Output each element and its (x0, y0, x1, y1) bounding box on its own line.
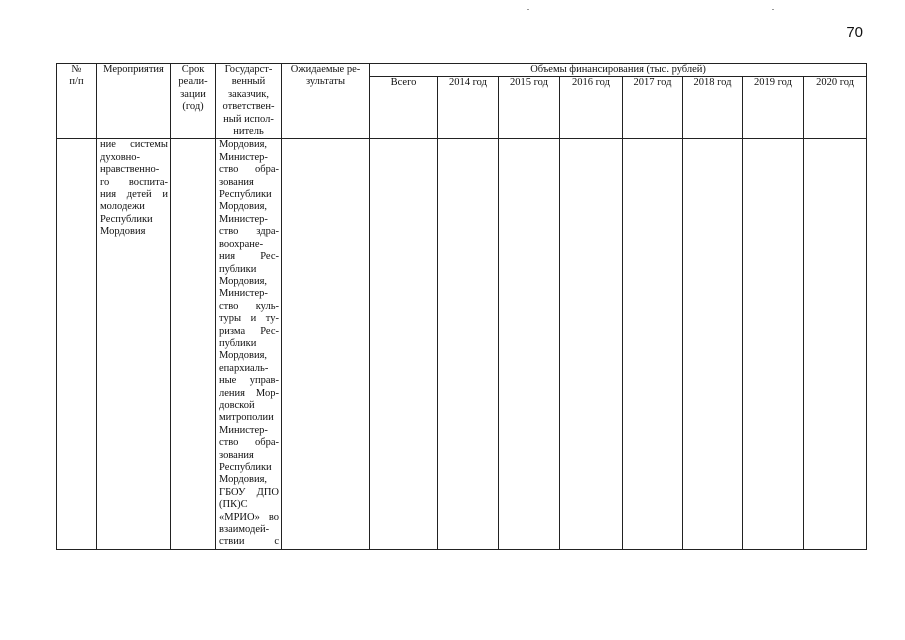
text-line: воохране- (219, 238, 264, 250)
text-line: ние системы (100, 139, 168, 151)
text-line: взаимодей- (219, 524, 270, 536)
text-line: Мордовия, (219, 139, 268, 151)
text-line: публики (219, 263, 257, 275)
financing-table (56, 63, 867, 550)
cell-2016 (560, 139, 623, 549)
text-line: № (71, 64, 82, 75)
text-line: го воспита- (100, 176, 168, 188)
text-line: митрополии (219, 412, 274, 424)
text-line: Министер- (219, 213, 268, 225)
text-line: Мордовия (100, 226, 146, 238)
text-line: Республики (219, 462, 272, 473)
cell-term (171, 139, 216, 549)
cell-2018 (683, 139, 743, 549)
text-line: зации (180, 88, 206, 100)
text-line: ления Мор- (219, 387, 279, 399)
text-line: епархиаль- (219, 362, 269, 374)
text-line: довской (219, 399, 255, 411)
text-line: (год) (182, 101, 204, 113)
cell-2015 (499, 139, 560, 549)
cell-results (282, 139, 370, 549)
text-line: Мордовия, (219, 201, 268, 213)
text-line: «МРИО» во (219, 511, 279, 523)
text-line: зования (219, 176, 254, 188)
text-line: ния Рес- (219, 251, 279, 263)
text-line: Министер- (219, 424, 268, 436)
cell-2020 (804, 139, 867, 549)
header-year-2015: 2015 год (499, 76, 560, 139)
text-line: ГБОУ ДПО (219, 486, 279, 498)
text-line: туры и ту- (219, 313, 279, 325)
text-line: ответствен- (222, 101, 275, 113)
header-year-2020: 2020 год (804, 76, 867, 139)
header-year-2017: 2017 год (623, 76, 683, 139)
text-line: венный (231, 76, 266, 88)
header-year-2014: 2014 год (438, 76, 499, 139)
page-number: 70 (846, 24, 863, 41)
text-line: нравственно- (100, 164, 160, 176)
text-line: Министер- (219, 288, 268, 300)
cell-2017 (623, 139, 683, 549)
text-line: реали- (178, 76, 208, 88)
text-line: ство куль- (219, 300, 279, 312)
scan-speck (527, 9, 529, 10)
header-num (57, 64, 97, 139)
cell-2019 (743, 139, 804, 549)
text-line: ные управ- (219, 375, 279, 387)
text-line: ство здра- (219, 226, 279, 238)
header-year-2018: 2018 год (683, 76, 743, 139)
text-line: молодежи (100, 201, 145, 213)
text-line: Государст- (224, 64, 273, 75)
text-line: ство обра- (219, 164, 279, 176)
cell-num (57, 139, 97, 549)
text-line: Республики (219, 189, 272, 201)
header-activity (97, 64, 171, 139)
header-customer (216, 64, 282, 139)
header-year-2019: 2019 год (743, 76, 804, 139)
text-line: зования (219, 449, 254, 461)
text-line: зультаты (305, 76, 346, 88)
table-row (57, 139, 867, 549)
text-line: ствии с (219, 536, 279, 548)
text-line: ство обра- (219, 437, 279, 449)
text-line: публики (219, 337, 257, 349)
text-line: Мордовия, (219, 474, 268, 486)
text-line: ризма Рес- (219, 325, 279, 337)
text-line: Ожидаемые ре- (290, 64, 361, 75)
text-line: ния детей и (100, 189, 168, 201)
cell-2014 (438, 139, 499, 549)
cell-total (370, 139, 438, 549)
text-line: Республики (100, 213, 153, 225)
text-line: п/п (69, 76, 84, 88)
text-line: Министер- (219, 151, 268, 163)
text-line: Срок (181, 64, 205, 75)
header-total: Всего (370, 76, 438, 139)
text-line: духовно- (100, 151, 141, 163)
text-line: нитель (233, 126, 264, 138)
text-line: Мордовия, (219, 350, 268, 362)
cell-activity (97, 139, 171, 549)
text-line: (ПК)С (219, 499, 248, 511)
text-line: Мероприятия (103, 64, 164, 75)
scan-speck (772, 9, 774, 10)
text-line: заказчик, (228, 88, 269, 100)
cell-customer (216, 139, 282, 549)
header-year-2016: 2016 год (560, 76, 623, 139)
header-term (171, 64, 216, 139)
header-results (282, 64, 370, 139)
text-line: ный испол- (223, 113, 274, 125)
text-line: Мордовия, (219, 275, 268, 287)
header-financing-title: Объемы финансирования (тыс. рублей) (370, 64, 867, 77)
